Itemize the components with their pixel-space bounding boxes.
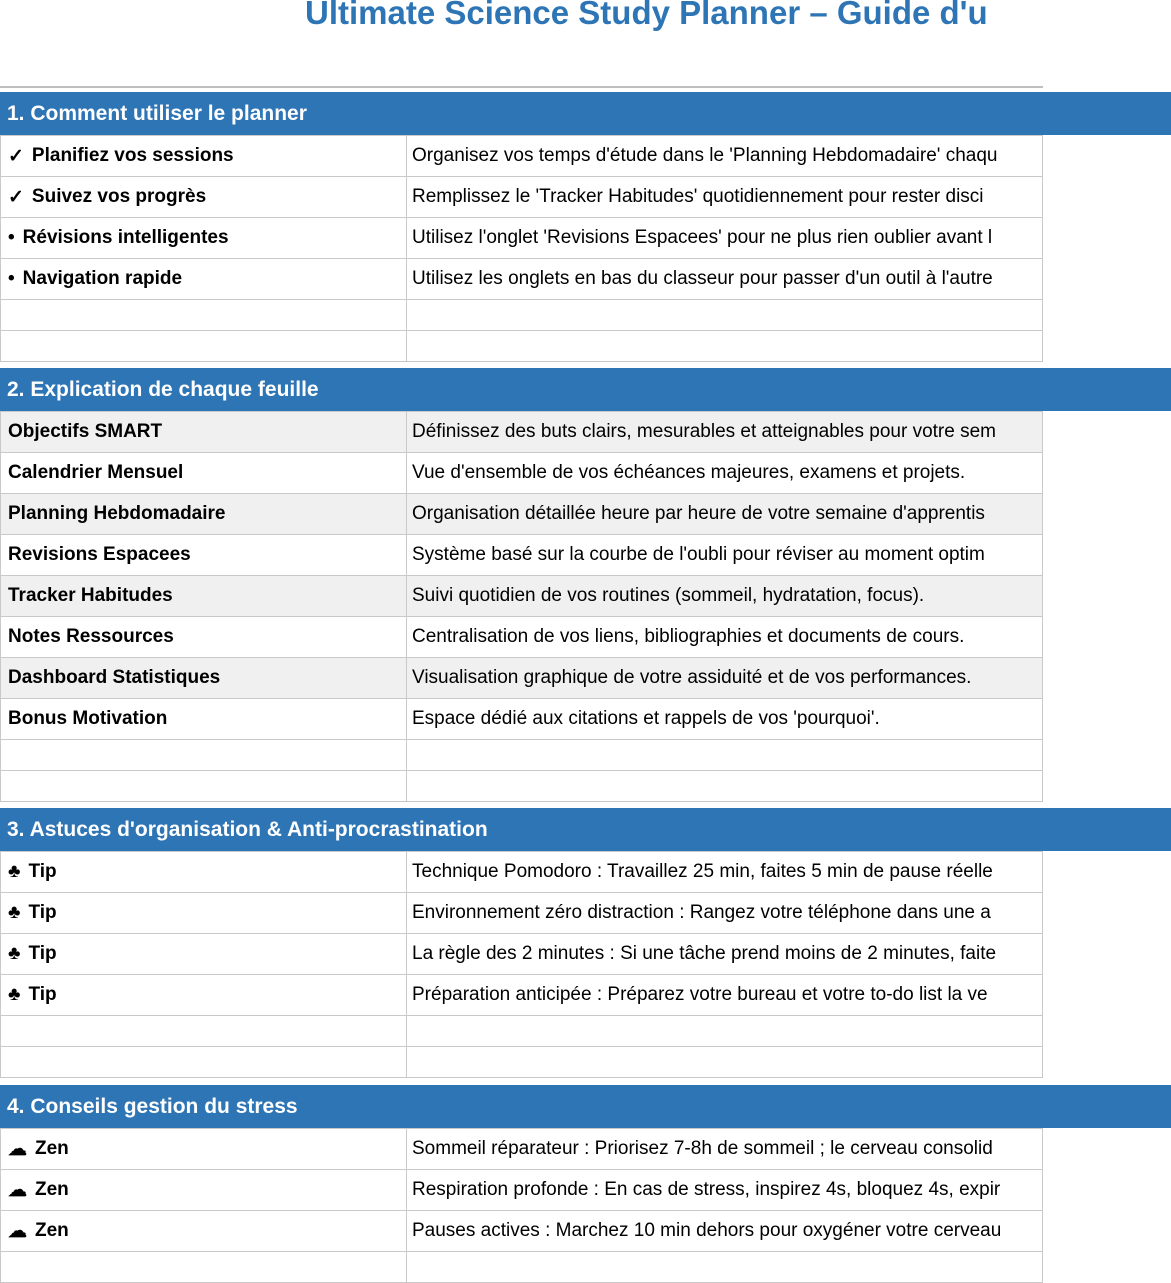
empty-table-row bbox=[1, 300, 1042, 331]
label-cell[interactable] bbox=[1, 1170, 406, 1210]
row-label: Tip bbox=[28, 902, 57, 923]
label-cell[interactable] bbox=[1, 852, 406, 892]
row-description: Système basé sur la courbe de l'oubli pour réviser au moment optim bbox=[412, 544, 985, 565]
empty-table-row bbox=[1, 331, 1042, 362]
label-cell[interactable] bbox=[1, 1047, 406, 1077]
row-label: Planifiez vos sessions bbox=[31, 145, 234, 166]
row-label: Notes Ressources bbox=[8, 626, 174, 647]
cloud-icon: ☁ bbox=[8, 1179, 27, 1201]
description-cell[interactable] bbox=[406, 617, 1042, 657]
label-cell[interactable] bbox=[1, 136, 406, 176]
table-row bbox=[1, 893, 1042, 934]
row-label: Calendrier Mensuel bbox=[8, 462, 184, 483]
row-description: Vue d'ensemble de vos échéances majeures, examens et projets. bbox=[412, 462, 966, 483]
row-description: Respiration profonde : En cas de stress, inspirez 4s, bloquez 4s, expir bbox=[412, 1179, 1001, 1200]
label-cell[interactable] bbox=[1, 934, 406, 974]
label-cell[interactable] bbox=[1, 453, 406, 493]
table-row bbox=[1, 617, 1042, 658]
table-row bbox=[1, 699, 1042, 740]
table-row bbox=[1, 535, 1042, 576]
club-icon: ♣ bbox=[8, 902, 21, 923]
row-label: Navigation rapide bbox=[22, 268, 183, 289]
row-label: Révisions intelligentes bbox=[22, 227, 229, 248]
label-cell[interactable] bbox=[1, 740, 406, 770]
description-cell[interactable] bbox=[406, 494, 1042, 534]
cloud-icon: ☁ bbox=[8, 1138, 27, 1160]
row-label: Suivez vos progrès bbox=[31, 186, 207, 207]
label-cell[interactable] bbox=[1, 975, 406, 1015]
description-cell[interactable] bbox=[406, 1170, 1042, 1210]
description-cell[interactable] bbox=[406, 1129, 1042, 1169]
club-icon: ♣ bbox=[8, 943, 21, 964]
label-cell[interactable] bbox=[1, 771, 406, 801]
description-cell[interactable] bbox=[406, 576, 1042, 616]
row-description: Technique Pomodoro : Travaillez 25 min, faites 5 min de pause réelle bbox=[412, 861, 993, 882]
label-cell[interactable] bbox=[1, 218, 406, 258]
table-row bbox=[1, 218, 1042, 259]
table-row bbox=[1, 975, 1042, 1016]
table-row bbox=[1, 259, 1042, 300]
row-label: Zen bbox=[35, 1179, 69, 1200]
description-cell[interactable] bbox=[406, 852, 1042, 892]
label-cell[interactable] bbox=[1, 1252, 406, 1282]
description-cell[interactable] bbox=[406, 218, 1042, 258]
table-row bbox=[1, 576, 1042, 617]
section-table bbox=[0, 1128, 1043, 1283]
table-row bbox=[1, 136, 1042, 177]
empty-table-row bbox=[1, 740, 1042, 771]
row-label: Planning Hebdomadaire bbox=[8, 503, 226, 524]
table-row bbox=[1, 1129, 1042, 1170]
table-row bbox=[1, 658, 1042, 699]
row-description: Organisation détaillée heure par heure de votre semaine d'apprentis bbox=[412, 503, 985, 524]
row-description: Suivi quotidien de vos routines (sommeil, hydratation, focus). bbox=[412, 585, 925, 606]
description-cell[interactable] bbox=[406, 300, 1042, 330]
description-cell[interactable] bbox=[406, 934, 1042, 974]
row-description: Centralisation de vos liens, bibliographies et documents de cours. bbox=[412, 626, 965, 647]
row-description: Définissez des buts clairs, mesurables et atteignables pour votre sem bbox=[412, 421, 996, 442]
row-description: Visualisation graphique de votre assiduité et de vos performances. bbox=[412, 667, 972, 688]
description-cell[interactable] bbox=[406, 975, 1042, 1015]
row-label: Tip bbox=[28, 861, 57, 882]
table-row bbox=[1, 852, 1042, 893]
description-cell[interactable] bbox=[406, 771, 1042, 801]
table-top-border bbox=[0, 86, 1043, 88]
bullet-icon: • bbox=[8, 268, 15, 289]
label-cell[interactable] bbox=[1, 1129, 406, 1169]
row-label: Objectifs SMART bbox=[8, 421, 163, 442]
cloud-icon: ☁ bbox=[8, 1220, 27, 1242]
club-icon: ♣ bbox=[8, 984, 21, 1005]
row-description: Préparation anticipée : Préparez votre bureau et votre to-do list la ve bbox=[412, 984, 988, 1005]
label-cell[interactable] bbox=[1, 177, 406, 217]
row-description: Environnement zéro distraction : Rangez votre téléphone dans une a bbox=[412, 902, 991, 923]
section-heading[interactable]: 1. Comment utiliser le planner bbox=[0, 92, 1171, 135]
club-icon: ♣ bbox=[8, 861, 21, 882]
check-icon: ✓ bbox=[8, 145, 24, 167]
description-cell[interactable] bbox=[406, 177, 1042, 217]
section-table bbox=[0, 411, 1043, 802]
row-description: Sommeil réparateur : Priorisez 7-8h de sommeil ; le cerveau consolid bbox=[412, 1138, 993, 1159]
row-label: Tracker Habitudes bbox=[8, 585, 173, 606]
description-cell[interactable] bbox=[406, 259, 1042, 299]
label-cell[interactable] bbox=[1, 893, 406, 933]
table-row bbox=[1, 1211, 1042, 1252]
label-cell[interactable] bbox=[1, 494, 406, 534]
label-cell[interactable] bbox=[1, 576, 406, 616]
description-cell[interactable] bbox=[406, 658, 1042, 698]
description-cell[interactable] bbox=[406, 535, 1042, 575]
label-cell[interactable] bbox=[1, 331, 406, 361]
description-cell[interactable] bbox=[406, 1047, 1042, 1077]
description-cell[interactable] bbox=[406, 1211, 1042, 1251]
description-cell[interactable] bbox=[406, 331, 1042, 361]
table-row bbox=[1, 177, 1042, 218]
table-row bbox=[1, 494, 1042, 535]
row-label: Zen bbox=[35, 1138, 69, 1159]
label-cell[interactable] bbox=[1, 259, 406, 299]
label-cell[interactable] bbox=[1, 1211, 406, 1251]
description-cell[interactable] bbox=[406, 412, 1042, 452]
row-label: Revisions Espacees bbox=[8, 544, 191, 565]
description-cell[interactable] bbox=[406, 893, 1042, 933]
row-label: Dashboard Statistiques bbox=[8, 667, 221, 688]
bullet-icon: • bbox=[8, 227, 15, 248]
row-description: Organisez vos temps d'étude dans le 'Planning Hebdomadaire' chaqu bbox=[412, 145, 998, 166]
table-row bbox=[1, 1170, 1042, 1211]
table-row bbox=[1, 412, 1042, 453]
section-table bbox=[0, 135, 1043, 362]
section-table bbox=[0, 851, 1043, 1078]
empty-table-row bbox=[1, 1016, 1042, 1047]
row-description: Pauses actives : Marchez 10 min dehors pour oxygéner votre cerveau bbox=[412, 1220, 1002, 1241]
description-cell[interactable] bbox=[406, 699, 1042, 739]
table-row bbox=[1, 453, 1042, 494]
label-cell[interactable] bbox=[1, 1016, 406, 1046]
label-cell[interactable] bbox=[1, 658, 406, 698]
description-cell[interactable] bbox=[406, 740, 1042, 770]
row-description: Utilisez l'onglet 'Revisions Espacees' pour ne plus rien oublier avant l bbox=[412, 227, 993, 248]
empty-table-row bbox=[1, 1047, 1042, 1078]
row-description: Espace dédié aux citations et rappels de vos 'pourquoi'. bbox=[412, 708, 880, 729]
row-label: Bonus Motivation bbox=[8, 708, 168, 729]
label-cell[interactable] bbox=[1, 617, 406, 657]
description-cell[interactable] bbox=[406, 136, 1042, 176]
empty-table-row bbox=[1, 771, 1042, 802]
label-cell[interactable] bbox=[1, 699, 406, 739]
table-row bbox=[1, 934, 1042, 975]
page-title: Ultimate Science Study Planner – Guide d'u bbox=[305, 0, 988, 31]
row-label: Zen bbox=[35, 1220, 69, 1241]
label-cell[interactable] bbox=[1, 412, 406, 452]
label-cell[interactable] bbox=[1, 535, 406, 575]
section-heading[interactable]: 2. Explication de chaque feuille bbox=[0, 368, 1171, 411]
empty-table-row bbox=[1, 1252, 1042, 1283]
check-icon: ✓ bbox=[8, 186, 24, 208]
row-description: Utilisez les onglets en bas du classeur pour passer d'un outil à l'autre bbox=[412, 268, 993, 289]
row-description: Remplissez le 'Tracker Habitudes' quotidiennement pour rester disci bbox=[412, 186, 984, 207]
row-label: Tip bbox=[28, 984, 57, 1005]
row-label: Tip bbox=[28, 943, 57, 964]
description-cell[interactable] bbox=[406, 1016, 1042, 1046]
label-cell[interactable] bbox=[1, 300, 406, 330]
section-heading[interactable]: 3. Astuces d'organisation & Anti-procrastination bbox=[0, 808, 1171, 851]
row-description: La règle des 2 minutes : Si une tâche prend moins de 2 minutes, faite bbox=[412, 943, 997, 964]
section-heading[interactable]: 4. Conseils gestion du stress bbox=[0, 1085, 1171, 1128]
description-cell[interactable] bbox=[406, 1252, 1042, 1282]
description-cell[interactable] bbox=[406, 453, 1042, 493]
sheet-area bbox=[0, 86, 1171, 1283]
